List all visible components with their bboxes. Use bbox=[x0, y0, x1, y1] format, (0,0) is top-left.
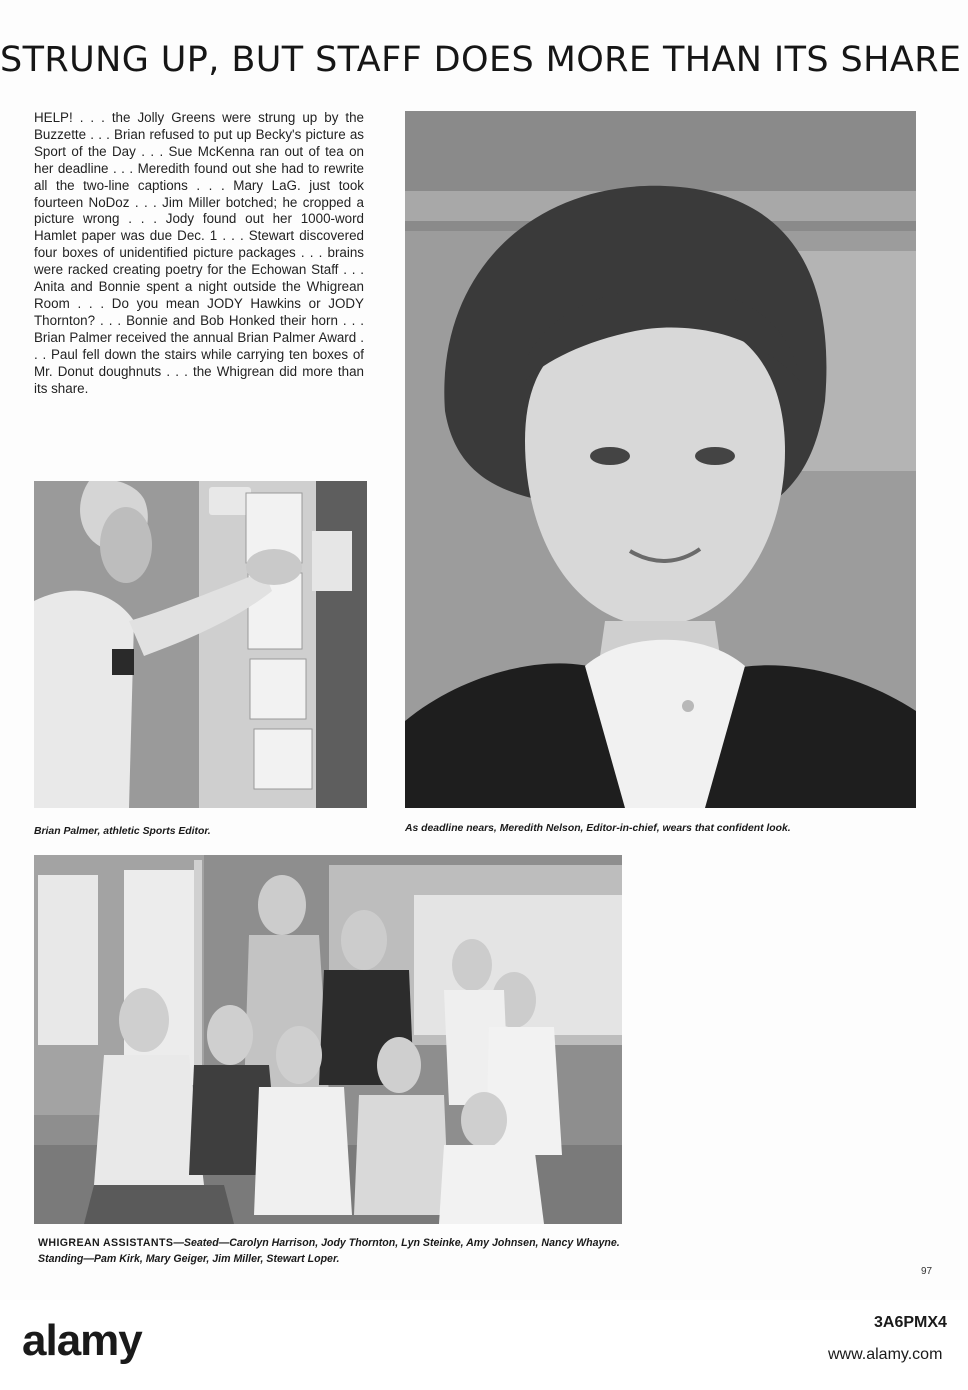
photo-meredith-nelson bbox=[405, 111, 916, 808]
photo-brian-palmer bbox=[34, 481, 367, 808]
body-text: HELP! . . . the Jolly Greens were strung up by the Buzzette . . . Brian refused to put up Becky's picture as Sport of the Day . . . Sue McKenna ran out of tea on her deadline . . . Meredith found out she had to rewrite all the two-line captions . . . Mary LaG. just took fourteen NoDoz . . . Jim Miller botched; he cropped a picture wrong . . . Jody found out her 1000-word Hamlet paper was due Dec. 1 . . . Stewart discovered four boxes of unidentified picture packages . . . brains were racked creating poetry for the Echowan Staff . . . Anita and Bonnie spent a night outside the Whigrean Room . . . Do you mean JODY Hawkins or JODY Thornton? . . . Bonnie and Bob Honked their horn . . . Brian Palmer received the annual Brian Palmer Award . . . Paul fell down the stairs while carrying ten boxes of Mr. Donut doughnuts . . . the Whigrean did more than its share. bbox=[34, 110, 364, 396]
caption-group-lead: WHIGREAN ASSISTANTS bbox=[38, 1237, 174, 1249]
page-headline: STRUNG UP, BUT STAFF DOES MORE THAN ITS SHARE bbox=[0, 40, 962, 80]
caption-whigrean-assistants bbox=[38, 1236, 638, 1267]
caption-meredith-nelson: As deadline nears, Meredith Nelson, Editor-in-chief, wears that confident look. bbox=[405, 823, 791, 834]
photo-whigrean-assistants bbox=[34, 855, 622, 1224]
site-url: www.alamy.com bbox=[828, 1346, 943, 1363]
alamy-logo: alamy bbox=[22, 1316, 142, 1365]
image-code: 3A6PMX4 bbox=[874, 1314, 947, 1331]
caption-brian-palmer: Brian Palmer, athletic Sports Editor. bbox=[34, 826, 211, 837]
page-number: 97 bbox=[921, 1266, 933, 1277]
watermark-footer bbox=[0, 1300, 968, 1390]
caption-group-names: —Seated—Carolyn Harrison, Jody Thornton, Lyn Steinke, Amy Johnsen, Nancy Whayne. Standing—Pam Kirk, Mary Geiger, Jim Miller, Stewart Loper. bbox=[38, 1237, 620, 1265]
